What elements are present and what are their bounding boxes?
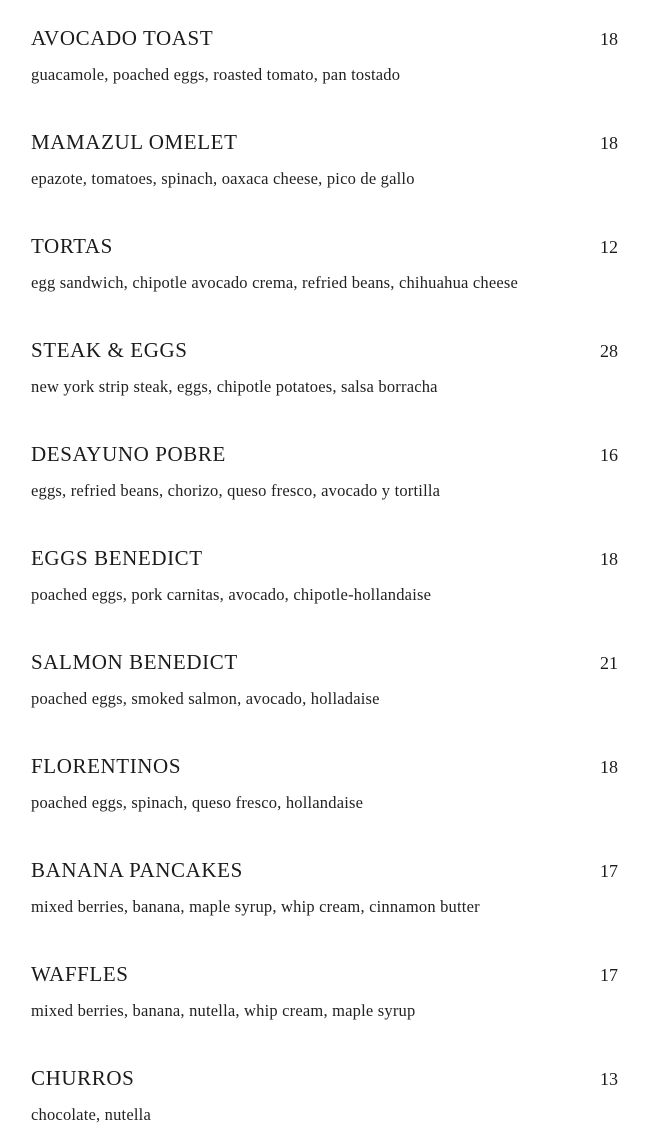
menu-item-price: 21 xyxy=(600,653,618,673)
menu-item-name: SALMON BENEDICT xyxy=(31,650,238,674)
menu-item-header xyxy=(31,545,618,572)
menu-item-header xyxy=(31,233,618,260)
menu-item-description: chocolate, nutella xyxy=(31,1105,151,1124)
menu-item-description: guacamole, poached eggs, roasted tomato, pan tostado xyxy=(31,65,401,84)
menu-item xyxy=(31,1065,618,1125)
menu-item xyxy=(31,545,618,606)
menu-item-name: MAMAZUL OMELET xyxy=(31,130,238,154)
menu-item-name: STEAK & EGGS xyxy=(31,338,188,362)
menu-item-description: new york strip steak, eggs, chipotle potatoes, salsa borracha xyxy=(31,377,438,396)
menu-item xyxy=(31,753,618,814)
menu-item xyxy=(31,441,618,502)
menu-item xyxy=(31,129,618,190)
menu-item-description: eggs, refried beans, chorizo, queso fresco, avocado y tortilla xyxy=(31,481,441,500)
menu-item-price: 13 xyxy=(600,1069,618,1089)
menu-item-price: 17 xyxy=(600,965,618,985)
menu-item-name: AVOCADO TOAST xyxy=(31,26,214,50)
menu-item-description: mixed berries, banana, nutella, whip cream, maple syrup xyxy=(31,1001,416,1020)
menu-item-header xyxy=(31,649,618,676)
menu-item-description: epazote, tomatoes, spinach, oaxaca cheese, pico de gallo xyxy=(31,169,415,188)
menu-item-name: FLORENTINOS xyxy=(31,754,182,778)
menu-item xyxy=(31,337,618,398)
menu-item-name: DESAYUNO POBRE xyxy=(31,442,226,466)
menu-item xyxy=(31,25,618,86)
menu-item-description: poached eggs, spinach, queso fresco, hollandaise xyxy=(31,793,364,812)
menu-item-description: egg sandwich, chipotle avocado crema, refried beans, chihuahua cheese xyxy=(31,273,519,292)
menu-item-list xyxy=(31,25,618,1125)
menu-item-price: 18 xyxy=(600,757,618,777)
menu-item-header xyxy=(31,753,618,780)
menu-item-description: poached eggs, pork carnitas, avocado, chipotle-hollandaise xyxy=(31,585,432,604)
menu-item-description: poached eggs, smoked salmon, avocado, holladaise xyxy=(31,689,380,708)
menu-item-name: BANANA PANCAKES xyxy=(31,858,243,882)
menu-item-header xyxy=(31,961,618,988)
menu-item-price: 28 xyxy=(600,341,618,361)
menu-item-header xyxy=(31,1065,618,1092)
menu-item-price: 16 xyxy=(600,445,618,465)
menu-item-description: mixed berries, banana, maple syrup, whip cream, cinnamon butter xyxy=(31,897,480,916)
menu-item-price: 18 xyxy=(600,549,618,569)
menu-item-header xyxy=(31,337,618,364)
menu-item-price: 17 xyxy=(600,861,618,881)
menu-item-header xyxy=(31,441,618,468)
menu-item-price: 12 xyxy=(600,237,618,257)
menu-item-price: 18 xyxy=(600,133,618,153)
menu-item xyxy=(31,649,618,710)
menu-item xyxy=(31,961,618,1022)
menu-item-name: CHURROS xyxy=(31,1066,135,1090)
menu-item xyxy=(31,233,618,294)
menu-item-header xyxy=(31,129,618,156)
menu-item-header xyxy=(31,857,618,884)
menu-item-name: WAFFLES xyxy=(31,962,129,986)
menu-item-name: EGGS BENEDICT xyxy=(31,546,203,570)
menu-item xyxy=(31,857,618,918)
menu-item-header xyxy=(31,25,618,52)
menu-item-name: TORTAS xyxy=(31,234,113,258)
menu-item-price: 18 xyxy=(600,29,618,49)
